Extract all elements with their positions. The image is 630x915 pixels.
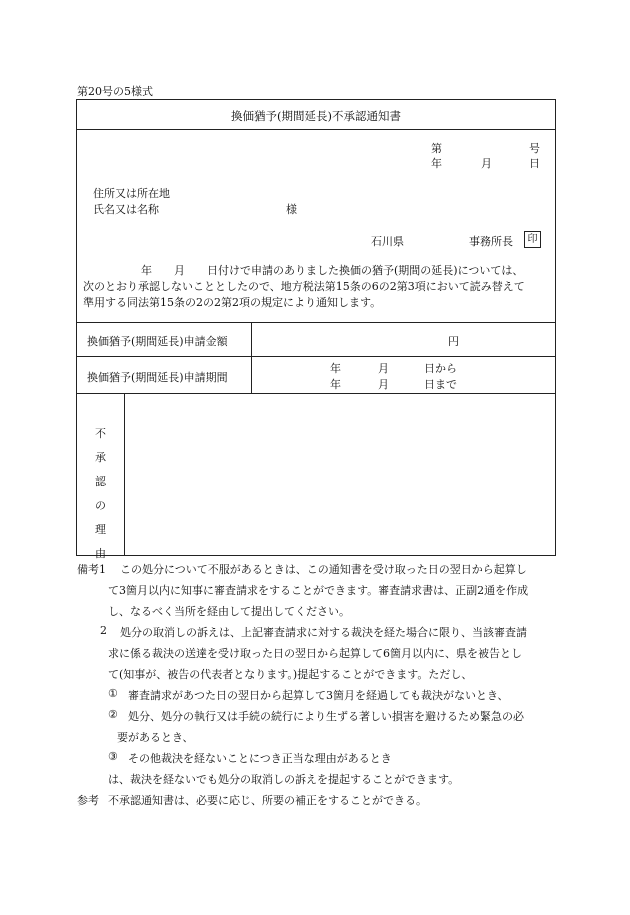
box-right xyxy=(555,99,556,556)
official-seal: 印 xyxy=(524,231,541,248)
body-divider xyxy=(76,322,556,323)
item-3-text: その他裁決を経ないことにつき正当な理由があるとき xyxy=(128,752,392,765)
document-title: 換価猶予(期間延長)不承認通知書 xyxy=(231,109,401,123)
remark-1-line-1: この処分について不服があるときは、この通知書を受け取った日の翌日から起算し xyxy=(120,563,527,576)
reason-label-char: 承 xyxy=(95,451,106,464)
remark-2-line-1: 処分の取消しの訴えは、上記審査請求に対する裁決を経た場合に限り、当該審査請 xyxy=(120,626,527,639)
honorific-sama: 様 xyxy=(286,203,297,216)
remark-1-line-3: し、なるべく当所を経由して提出してください。 xyxy=(108,605,350,618)
period-to-day: 日まで xyxy=(424,378,457,391)
reason-col-divider xyxy=(124,393,125,556)
period-to-month: 月 xyxy=(378,378,389,391)
reason-label-char: の xyxy=(95,499,106,512)
box-top xyxy=(76,99,556,100)
reason-label-char: 由 xyxy=(95,547,106,560)
reason-label-char: 理 xyxy=(95,523,106,536)
address-label: 住所又は所在地 xyxy=(93,187,170,200)
remark-2-line-3: て(知事が、被告の代表者となります。)提起することができます。ただし、 xyxy=(108,668,473,681)
number-prefix: 第 xyxy=(431,142,442,155)
body-line-2: 次のとおり承認しないこととしたので、地方税法第15条の6の2第3項において読み替えて xyxy=(83,280,525,293)
period-from-year: 年 xyxy=(330,362,341,375)
remark-2-head: 2 xyxy=(100,624,107,637)
name-label: 氏名又は名称 xyxy=(93,203,159,216)
label-col-divider xyxy=(251,322,252,394)
date-day: 日 xyxy=(529,157,540,170)
box-bottom xyxy=(76,555,556,556)
period-from-day: 日から xyxy=(424,362,457,375)
number-suffix: 号 xyxy=(529,142,540,155)
issuer-prefecture: 石川県 xyxy=(371,235,404,248)
remark-tail: は、裁決を経ないでも処分の取消しの訴えを提起することができます。 xyxy=(108,773,460,786)
reason-label-char: 不 xyxy=(95,427,106,440)
body-line-3: 準用する同法第15条の2の2第2項の規定により通知します。 xyxy=(83,296,382,309)
remark-1-head: 備考1 xyxy=(77,563,106,576)
amount-unit: 円 xyxy=(448,335,459,348)
box-left xyxy=(76,99,77,556)
reason-label-char: 認 xyxy=(95,475,106,488)
remark-1-line-2: て3箇月以内に知事に審査請求をすることができます。審査請求書は、正副2通を作成 xyxy=(108,584,529,597)
reference-text: 不承認通知書は、必要に応じ、所要の補正をすることができる。 xyxy=(108,794,427,807)
issuer-title: 事務所長 xyxy=(469,235,513,248)
item-2-text-cont: 要があるとき、 xyxy=(117,731,194,744)
period-label: 換価猶予(期間延長)申請期間 xyxy=(87,371,228,384)
date-month: 月 xyxy=(481,157,492,170)
item-3-mark: ③ xyxy=(108,750,118,763)
amount-divider xyxy=(76,356,556,357)
reference-head: 参考 xyxy=(77,794,99,807)
item-1-text: 審査請求があつた日の翌日から起算して3箇月を経過しても裁決がないとき、 xyxy=(128,689,509,702)
remark-2-line-2: 求に係る裁決の送達を受け取った日の翌日から起算して6箇月以内に、県を被告とし xyxy=(108,647,522,660)
amount-label: 換価猶予(期間延長)申請金額 xyxy=(87,335,228,348)
period-divider xyxy=(76,393,556,394)
form-number: 第20号の5様式 xyxy=(77,85,153,98)
period-to-year: 年 xyxy=(330,378,341,391)
date-year: 年 xyxy=(431,157,442,170)
item-1-mark: ① xyxy=(108,687,118,700)
period-from-month: 月 xyxy=(378,362,389,375)
item-2-text: 処分、処分の執行又は手続の続行により生ずる著しい損害を避けるため緊急の必 xyxy=(128,710,524,723)
reason-field[interactable] xyxy=(126,395,554,554)
body-line-1: 年 月 日付けで申請のありました換価の猶予(期間の延長)については、 xyxy=(141,264,524,277)
item-2-mark: ② xyxy=(108,708,118,721)
title-divider xyxy=(76,129,556,130)
